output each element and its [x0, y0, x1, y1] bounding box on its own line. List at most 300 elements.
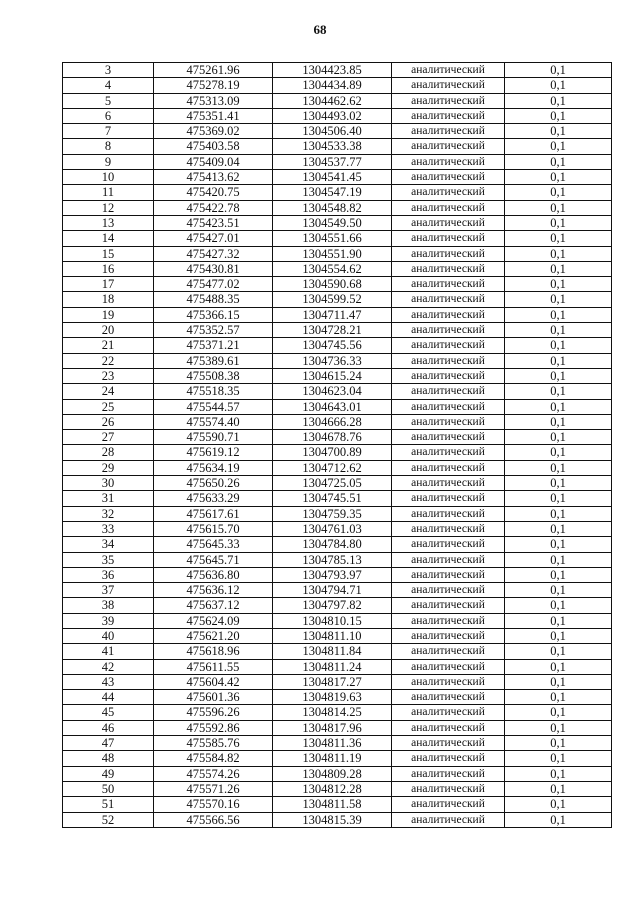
point-number-cell: 19: [63, 307, 154, 322]
y-coordinate-cell: 1304549.50: [273, 215, 392, 230]
table-row: [63, 460, 612, 475]
table-row: [63, 583, 612, 598]
point-number-cell: 24: [63, 384, 154, 399]
table-row: [63, 353, 612, 368]
y-coordinate-cell: 1304811.10: [273, 628, 392, 643]
accuracy-cell: 0,1: [505, 781, 612, 796]
y-coordinate-cell: 1304811.24: [273, 659, 392, 674]
y-coordinate-cell: 1304811.84: [273, 644, 392, 659]
table-row: [63, 567, 612, 582]
point-number-cell: 7: [63, 124, 154, 139]
accuracy-cell: 0,1: [505, 338, 612, 353]
y-coordinate-cell: 1304728.21: [273, 323, 392, 338]
accuracy-cell: 0,1: [505, 307, 612, 322]
method-cell: аналитический: [392, 613, 505, 628]
accuracy-cell: 0,1: [505, 736, 612, 751]
accuracy-cell: 0,1: [505, 277, 612, 292]
method-cell: аналитический: [392, 93, 505, 108]
table-row: [63, 170, 612, 185]
point-number-cell: 20: [63, 323, 154, 338]
y-coordinate-cell: 1304551.66: [273, 231, 392, 246]
point-number-cell: 36: [63, 567, 154, 582]
x-coordinate-cell: 475619.12: [154, 445, 273, 460]
accuracy-cell: 0,1: [505, 521, 612, 536]
method-cell: аналитический: [392, 537, 505, 552]
y-coordinate-cell: 1304745.56: [273, 338, 392, 353]
y-coordinate-cell: 1304541.45: [273, 170, 392, 185]
table-row: [63, 185, 612, 200]
accuracy-cell: 0,1: [505, 812, 612, 827]
accuracy-cell: 0,1: [505, 384, 612, 399]
table-row: [63, 690, 612, 705]
method-cell: аналитический: [392, 368, 505, 383]
accuracy-cell: 0,1: [505, 766, 612, 781]
table-row: [63, 751, 612, 766]
method-cell: аналитический: [392, 124, 505, 139]
method-cell: аналитический: [392, 766, 505, 781]
table-row: [63, 506, 612, 521]
x-coordinate-cell: 475585.76: [154, 736, 273, 751]
y-coordinate-cell: 1304793.97: [273, 567, 392, 582]
accuracy-cell: 0,1: [505, 598, 612, 613]
y-coordinate-cell: 1304712.62: [273, 460, 392, 475]
x-coordinate-cell: 475278.19: [154, 78, 273, 93]
accuracy-cell: 0,1: [505, 430, 612, 445]
accuracy-cell: 0,1: [505, 78, 612, 93]
method-cell: аналитический: [392, 277, 505, 292]
table-row: [63, 215, 612, 230]
point-number-cell: 50: [63, 781, 154, 796]
table-row: [63, 736, 612, 751]
method-cell: аналитический: [392, 445, 505, 460]
x-coordinate-cell: 475427.01: [154, 231, 273, 246]
table-row: [63, 307, 612, 322]
point-number-cell: 23: [63, 368, 154, 383]
x-coordinate-cell: 475423.51: [154, 215, 273, 230]
table-row: [63, 277, 612, 292]
point-number-cell: 44: [63, 690, 154, 705]
y-coordinate-cell: 1304533.38: [273, 139, 392, 154]
point-number-cell: 47: [63, 736, 154, 751]
table-row: [63, 598, 612, 613]
point-number-cell: 9: [63, 154, 154, 169]
x-coordinate-cell: 475634.19: [154, 460, 273, 475]
x-coordinate-cell: 475574.40: [154, 414, 273, 429]
accuracy-cell: 0,1: [505, 720, 612, 735]
accuracy-cell: 0,1: [505, 154, 612, 169]
method-cell: аналитический: [392, 659, 505, 674]
y-coordinate-cell: 1304736.33: [273, 353, 392, 368]
point-number-cell: 49: [63, 766, 154, 781]
table-row: [63, 445, 612, 460]
accuracy-cell: 0,1: [505, 108, 612, 123]
point-number-cell: 21: [63, 338, 154, 353]
x-coordinate-cell: 475617.61: [154, 506, 273, 521]
method-cell: аналитический: [392, 292, 505, 307]
point-number-cell: 12: [63, 200, 154, 215]
accuracy-cell: 0,1: [505, 200, 612, 215]
accuracy-cell: 0,1: [505, 231, 612, 246]
accuracy-cell: 0,1: [505, 751, 612, 766]
point-number-cell: 13: [63, 215, 154, 230]
point-number-cell: 26: [63, 414, 154, 429]
point-number-cell: 11: [63, 185, 154, 200]
y-coordinate-cell: 1304815.39: [273, 812, 392, 827]
y-coordinate-cell: 1304809.28: [273, 766, 392, 781]
table-row: [63, 139, 612, 154]
y-coordinate-cell: 1304643.01: [273, 399, 392, 414]
method-cell: аналитический: [392, 797, 505, 812]
accuracy-cell: 0,1: [505, 139, 612, 154]
x-coordinate-cell: 475604.42: [154, 674, 273, 689]
method-cell: аналитический: [392, 812, 505, 827]
method-cell: аналитический: [392, 154, 505, 169]
point-number-cell: 25: [63, 399, 154, 414]
y-coordinate-cell: 1304423.85: [273, 63, 392, 78]
table-row: [63, 124, 612, 139]
method-cell: аналитический: [392, 215, 505, 230]
coordinates-table: [62, 62, 612, 828]
y-coordinate-cell: 1304711.47: [273, 307, 392, 322]
point-number-cell: 37: [63, 583, 154, 598]
point-number-cell: 41: [63, 644, 154, 659]
y-coordinate-cell: 1304493.02: [273, 108, 392, 123]
y-coordinate-cell: 1304811.36: [273, 736, 392, 751]
x-coordinate-cell: 475633.29: [154, 491, 273, 506]
method-cell: аналитический: [392, 751, 505, 766]
accuracy-cell: 0,1: [505, 705, 612, 720]
y-coordinate-cell: 1304761.03: [273, 521, 392, 536]
x-coordinate-cell: 475615.70: [154, 521, 273, 536]
method-cell: аналитический: [392, 200, 505, 215]
x-coordinate-cell: 475645.33: [154, 537, 273, 552]
x-coordinate-cell: 475621.20: [154, 628, 273, 643]
y-coordinate-cell: 1304700.89: [273, 445, 392, 460]
table-row: [63, 323, 612, 338]
x-coordinate-cell: 475601.36: [154, 690, 273, 705]
accuracy-cell: 0,1: [505, 353, 612, 368]
point-number-cell: 51: [63, 797, 154, 812]
x-coordinate-cell: 475544.57: [154, 399, 273, 414]
point-number-cell: 14: [63, 231, 154, 246]
x-coordinate-cell: 475422.78: [154, 200, 273, 215]
point-number-cell: 43: [63, 674, 154, 689]
point-number-cell: 31: [63, 491, 154, 506]
table-row: [63, 338, 612, 353]
method-cell: аналитический: [392, 414, 505, 429]
table-row: [63, 521, 612, 536]
method-cell: аналитический: [392, 705, 505, 720]
point-number-cell: 42: [63, 659, 154, 674]
accuracy-cell: 0,1: [505, 170, 612, 185]
method-cell: аналитический: [392, 108, 505, 123]
x-coordinate-cell: 475566.56: [154, 812, 273, 827]
method-cell: аналитический: [392, 399, 505, 414]
point-number-cell: 30: [63, 476, 154, 491]
y-coordinate-cell: 1304615.24: [273, 368, 392, 383]
point-number-cell: 32: [63, 506, 154, 521]
x-coordinate-cell: 475592.86: [154, 720, 273, 735]
y-coordinate-cell: 1304745.51: [273, 491, 392, 506]
accuracy-cell: 0,1: [505, 537, 612, 552]
accuracy-cell: 0,1: [505, 567, 612, 582]
method-cell: аналитический: [392, 185, 505, 200]
table-row: [63, 78, 612, 93]
page-number: 68: [313, 22, 327, 37]
point-number-cell: 39: [63, 613, 154, 628]
y-coordinate-cell: 1304678.76: [273, 430, 392, 445]
accuracy-cell: 0,1: [505, 261, 612, 276]
table-row: [63, 613, 612, 628]
table-row: [63, 430, 612, 445]
method-cell: аналитический: [392, 567, 505, 582]
y-coordinate-cell: 1304599.52: [273, 292, 392, 307]
method-cell: аналитический: [392, 628, 505, 643]
method-cell: аналитический: [392, 690, 505, 705]
table-row: [63, 368, 612, 383]
y-coordinate-cell: 1304784.80: [273, 537, 392, 552]
x-coordinate-cell: 475430.81: [154, 261, 273, 276]
method-cell: аналитический: [392, 430, 505, 445]
y-coordinate-cell: 1304819.63: [273, 690, 392, 705]
point-number-cell: 28: [63, 445, 154, 460]
x-coordinate-cell: 475618.96: [154, 644, 273, 659]
point-number-cell: 15: [63, 246, 154, 261]
table-row: [63, 154, 612, 169]
accuracy-cell: 0,1: [505, 613, 612, 628]
accuracy-cell: 0,1: [505, 583, 612, 598]
y-coordinate-cell: 1304623.04: [273, 384, 392, 399]
method-cell: аналитический: [392, 506, 505, 521]
y-coordinate-cell: 1304811.19: [273, 751, 392, 766]
table-row: [63, 644, 612, 659]
point-number-cell: 52: [63, 812, 154, 827]
y-coordinate-cell: 1304548.82: [273, 200, 392, 215]
x-coordinate-cell: 475409.04: [154, 154, 273, 169]
y-coordinate-cell: 1304434.89: [273, 78, 392, 93]
table-row: [63, 93, 612, 108]
x-coordinate-cell: 475636.80: [154, 567, 273, 582]
table-row: [63, 476, 612, 491]
method-cell: аналитический: [392, 170, 505, 185]
x-coordinate-cell: 475518.35: [154, 384, 273, 399]
x-coordinate-cell: 475413.62: [154, 170, 273, 185]
x-coordinate-cell: 475611.55: [154, 659, 273, 674]
coordinates-table-body: [63, 63, 612, 828]
method-cell: аналитический: [392, 231, 505, 246]
x-coordinate-cell: 475584.82: [154, 751, 273, 766]
accuracy-cell: 0,1: [505, 63, 612, 78]
y-coordinate-cell: 1304794.71: [273, 583, 392, 598]
x-coordinate-cell: 475352.57: [154, 323, 273, 338]
y-coordinate-cell: 1304817.27: [273, 674, 392, 689]
table-row: [63, 384, 612, 399]
accuracy-cell: 0,1: [505, 185, 612, 200]
method-cell: аналитический: [392, 552, 505, 567]
method-cell: аналитический: [392, 521, 505, 536]
y-coordinate-cell: 1304759.35: [273, 506, 392, 521]
table-row: [63, 108, 612, 123]
accuracy-cell: 0,1: [505, 491, 612, 506]
y-coordinate-cell: 1304812.28: [273, 781, 392, 796]
y-coordinate-cell: 1304462.62: [273, 93, 392, 108]
method-cell: аналитический: [392, 476, 505, 491]
y-coordinate-cell: 1304666.28: [273, 414, 392, 429]
method-cell: аналитический: [392, 338, 505, 353]
x-coordinate-cell: 475371.21: [154, 338, 273, 353]
accuracy-cell: 0,1: [505, 93, 612, 108]
method-cell: аналитический: [392, 139, 505, 154]
x-coordinate-cell: 475261.96: [154, 63, 273, 78]
x-coordinate-cell: 475366.15: [154, 307, 273, 322]
y-coordinate-cell: 1304785.13: [273, 552, 392, 567]
point-number-cell: 4: [63, 78, 154, 93]
x-coordinate-cell: 475427.32: [154, 246, 273, 261]
point-number-cell: 17: [63, 277, 154, 292]
table-row: [63, 399, 612, 414]
x-coordinate-cell: 475636.12: [154, 583, 273, 598]
table-row: [63, 246, 612, 261]
x-coordinate-cell: 475637.12: [154, 598, 273, 613]
point-number-cell: 33: [63, 521, 154, 536]
method-cell: аналитический: [392, 246, 505, 261]
table-row: [63, 705, 612, 720]
table-row: [63, 797, 612, 812]
point-number-cell: 46: [63, 720, 154, 735]
point-number-cell: 16: [63, 261, 154, 276]
x-coordinate-cell: 475477.02: [154, 277, 273, 292]
method-cell: аналитический: [392, 674, 505, 689]
point-number-cell: 48: [63, 751, 154, 766]
x-coordinate-cell: 475351.41: [154, 108, 273, 123]
y-coordinate-cell: 1304814.25: [273, 705, 392, 720]
point-number-cell: 5: [63, 93, 154, 108]
table-row: [63, 674, 612, 689]
method-cell: аналитический: [392, 644, 505, 659]
accuracy-cell: 0,1: [505, 399, 612, 414]
table-row: [63, 231, 612, 246]
point-number-cell: 22: [63, 353, 154, 368]
point-number-cell: 8: [63, 139, 154, 154]
table-row: [63, 628, 612, 643]
x-coordinate-cell: 475508.38: [154, 368, 273, 383]
x-coordinate-cell: 475488.35: [154, 292, 273, 307]
method-cell: аналитический: [392, 78, 505, 93]
accuracy-cell: 0,1: [505, 644, 612, 659]
y-coordinate-cell: 1304725.05: [273, 476, 392, 491]
table-row: [63, 552, 612, 567]
method-cell: аналитический: [392, 781, 505, 796]
table-row: [63, 766, 612, 781]
accuracy-cell: 0,1: [505, 797, 612, 812]
method-cell: аналитический: [392, 353, 505, 368]
y-coordinate-cell: 1304506.40: [273, 124, 392, 139]
method-cell: аналитический: [392, 261, 505, 276]
y-coordinate-cell: 1304547.19: [273, 185, 392, 200]
accuracy-cell: 0,1: [505, 460, 612, 475]
point-number-cell: 3: [63, 63, 154, 78]
x-coordinate-cell: 475645.71: [154, 552, 273, 567]
method-cell: аналитический: [392, 63, 505, 78]
accuracy-cell: 0,1: [505, 476, 612, 491]
table-row: [63, 812, 612, 827]
method-cell: аналитический: [392, 384, 505, 399]
table-row: [63, 200, 612, 215]
y-coordinate-cell: 1304797.82: [273, 598, 392, 613]
accuracy-cell: 0,1: [505, 323, 612, 338]
table-row: [63, 414, 612, 429]
point-number-cell: 40: [63, 628, 154, 643]
table-row: [63, 491, 612, 506]
point-number-cell: 6: [63, 108, 154, 123]
method-cell: аналитический: [392, 460, 505, 475]
point-number-cell: 18: [63, 292, 154, 307]
table-row: [63, 537, 612, 552]
table-row: [63, 63, 612, 78]
y-coordinate-cell: 1304590.68: [273, 277, 392, 292]
accuracy-cell: 0,1: [505, 628, 612, 643]
x-coordinate-cell: 475420.75: [154, 185, 273, 200]
accuracy-cell: 0,1: [505, 659, 612, 674]
method-cell: аналитический: [392, 720, 505, 735]
y-coordinate-cell: 1304817.96: [273, 720, 392, 735]
x-coordinate-cell: 475574.26: [154, 766, 273, 781]
point-number-cell: 10: [63, 170, 154, 185]
x-coordinate-cell: 475624.09: [154, 613, 273, 628]
accuracy-cell: 0,1: [505, 246, 612, 261]
accuracy-cell: 0,1: [505, 552, 612, 567]
x-coordinate-cell: 475369.02: [154, 124, 273, 139]
y-coordinate-cell: 1304551.90: [273, 246, 392, 261]
accuracy-cell: 0,1: [505, 215, 612, 230]
method-cell: аналитический: [392, 583, 505, 598]
y-coordinate-cell: 1304811.58: [273, 797, 392, 812]
accuracy-cell: 0,1: [505, 674, 612, 689]
x-coordinate-cell: 475389.61: [154, 353, 273, 368]
point-number-cell: 38: [63, 598, 154, 613]
x-coordinate-cell: 475596.26: [154, 705, 273, 720]
method-cell: аналитический: [392, 736, 505, 751]
accuracy-cell: 0,1: [505, 690, 612, 705]
method-cell: аналитический: [392, 323, 505, 338]
y-coordinate-cell: 1304810.15: [273, 613, 392, 628]
x-coordinate-cell: 475650.26: [154, 476, 273, 491]
point-number-cell: 45: [63, 705, 154, 720]
method-cell: аналитический: [392, 307, 505, 322]
x-coordinate-cell: 475403.58: [154, 139, 273, 154]
accuracy-cell: 0,1: [505, 445, 612, 460]
table-row: [63, 781, 612, 796]
point-number-cell: 29: [63, 460, 154, 475]
accuracy-cell: 0,1: [505, 124, 612, 139]
method-cell: аналитический: [392, 598, 505, 613]
method-cell: аналитический: [392, 491, 505, 506]
x-coordinate-cell: 475590.71: [154, 430, 273, 445]
x-coordinate-cell: 475570.16: [154, 797, 273, 812]
table-row: [63, 720, 612, 735]
x-coordinate-cell: 475313.09: [154, 93, 273, 108]
accuracy-cell: 0,1: [505, 292, 612, 307]
table-row: [63, 292, 612, 307]
point-number-cell: 35: [63, 552, 154, 567]
accuracy-cell: 0,1: [505, 506, 612, 521]
point-number-cell: 27: [63, 430, 154, 445]
x-coordinate-cell: 475571.26: [154, 781, 273, 796]
accuracy-cell: 0,1: [505, 368, 612, 383]
point-number-cell: 34: [63, 537, 154, 552]
table-row: [63, 659, 612, 674]
y-coordinate-cell: 1304554.62: [273, 261, 392, 276]
